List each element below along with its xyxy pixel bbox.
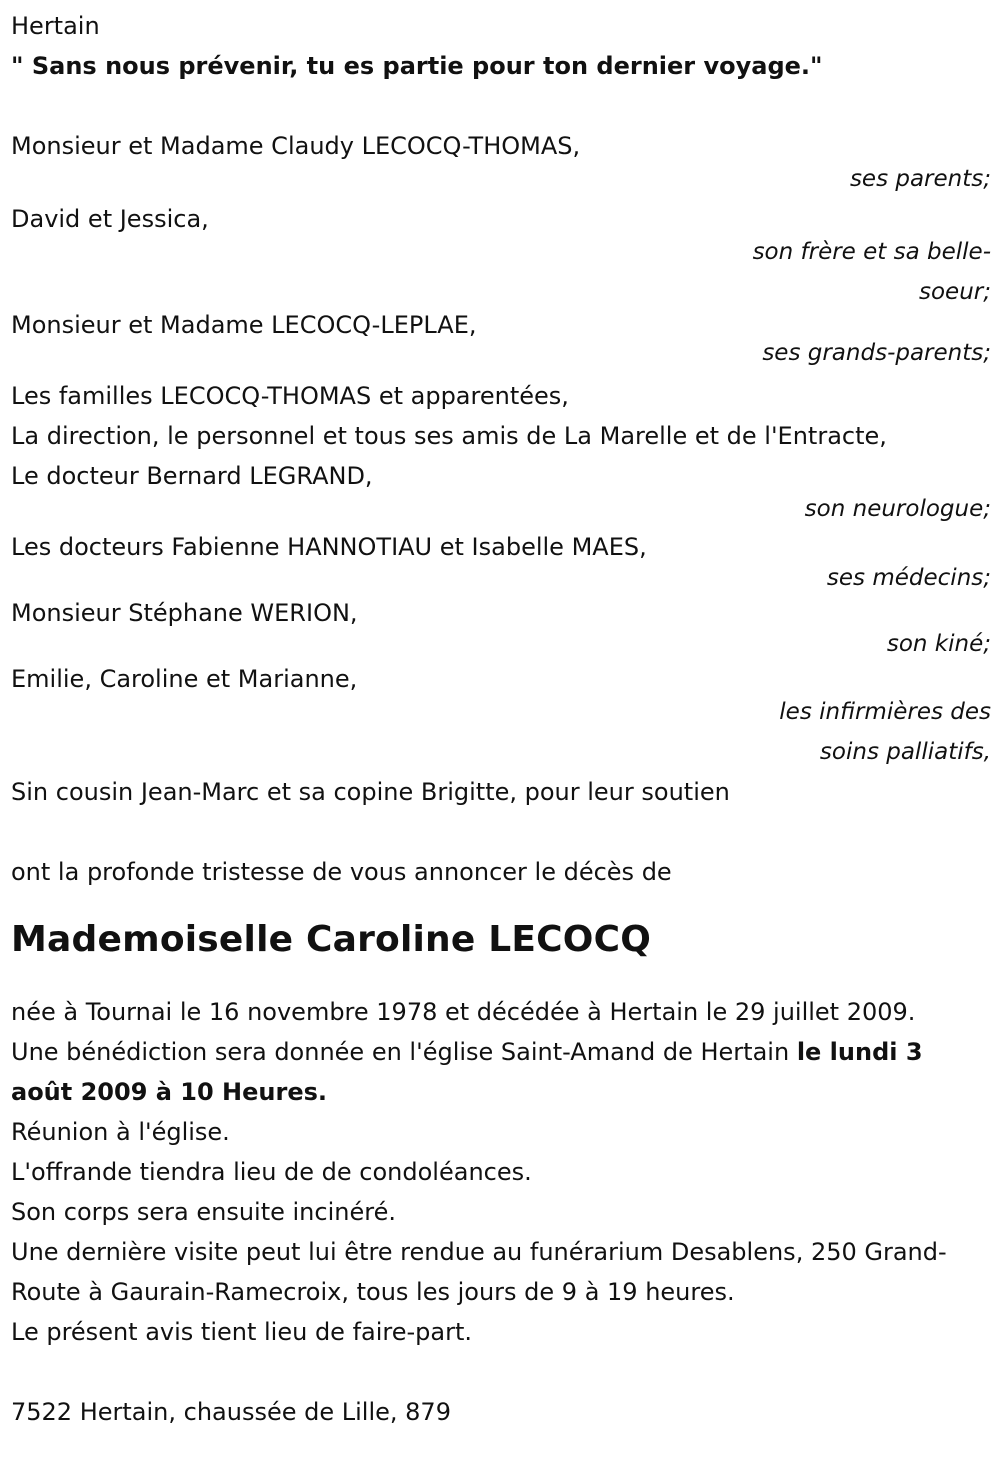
spacer	[11, 812, 991, 852]
detail-line: Réunion à l'église.	[11, 1118, 230, 1146]
mourner-relation: ses parents;	[849, 166, 991, 192]
mourner-name: Emilie, Caroline et Marianne,	[11, 665, 358, 693]
mourner-name: Les familles LECOCQ-THOMAS et apparentées,	[11, 382, 569, 410]
mourner-relation: ses médecins;	[826, 565, 991, 591]
mourner-name: Le docteur Bernard LEGRAND,	[11, 462, 373, 490]
mourner-name: Monsieur et Madame LECOCQ-LEPLAE,	[11, 311, 477, 339]
mourner-name: Sin cousin Jean-Marc et sa copine Brigitte, pour leur soutien	[11, 778, 730, 806]
detail-line: L'offrande tiendra lieu de de condoléances.	[11, 1158, 532, 1186]
mourner-relation: son kiné;	[886, 631, 991, 657]
place-heading: Hertain	[11, 12, 100, 40]
mourner-relation: les infirmières des soins palliatifs,	[779, 699, 991, 765]
mourner-name: Les docteurs Fabienne HANNOTIAU et Isabelle MAES,	[11, 533, 647, 561]
deceased-name: Mademoiselle Caroline LECOCQ	[11, 919, 651, 960]
mourner-name: David et Jessica,	[11, 205, 209, 233]
detail-line: Son corps sera ensuite incinéré.	[11, 1198, 396, 1226]
ceremony-info	[11, 1032, 991, 1112]
mourner-relation: son neurologue;	[804, 496, 991, 522]
ceremony-text: Une bénédiction sera donnée en l'église Saint-Amand de Hertain	[11, 1038, 797, 1066]
birth-death-dates: née à Tournai le 16 novembre 1978 et décédée à Hertain le 29 juillet 2009.	[11, 998, 916, 1026]
detail-line: Le présent avis tient lieu de faire-part.	[11, 1318, 473, 1346]
spacer	[11, 86, 991, 126]
ceremony-date: le lundi 3 août 2009 à 10 Heures.	[11, 1038, 923, 1106]
mourner-name: Monsieur Stéphane WERION,	[11, 599, 358, 627]
announcement: ont la profonde tristesse de vous annoncer le décès de	[11, 858, 672, 886]
detail-line: Une dernière visite peut lui être rendue au funérarium Desablens, 250 Grand-Route à Gaurain-Ramecroix, tous les jours de 9 à 19 heures.	[11, 1238, 947, 1306]
mourner-name: Monsieur et Madame Claudy LECOCQ-THOMAS,	[11, 132, 581, 160]
quote: " Sans nous prévenir, tu es partie pour ton dernier voyage."	[11, 52, 823, 80]
mourner-relation: son frère et sa belle-soeur;	[752, 239, 991, 305]
mourner-relation: ses grands-parents;	[762, 340, 991, 366]
death-notice	[11, 6, 991, 1432]
address: 7522 Hertain, chaussée de Lille, 879	[11, 1398, 451, 1426]
spacer	[11, 1352, 991, 1392]
mourner-name: La direction, le personnel et tous ses amis de La Marelle et de l'Entracte,	[11, 422, 887, 450]
mourners-list	[11, 126, 991, 812]
